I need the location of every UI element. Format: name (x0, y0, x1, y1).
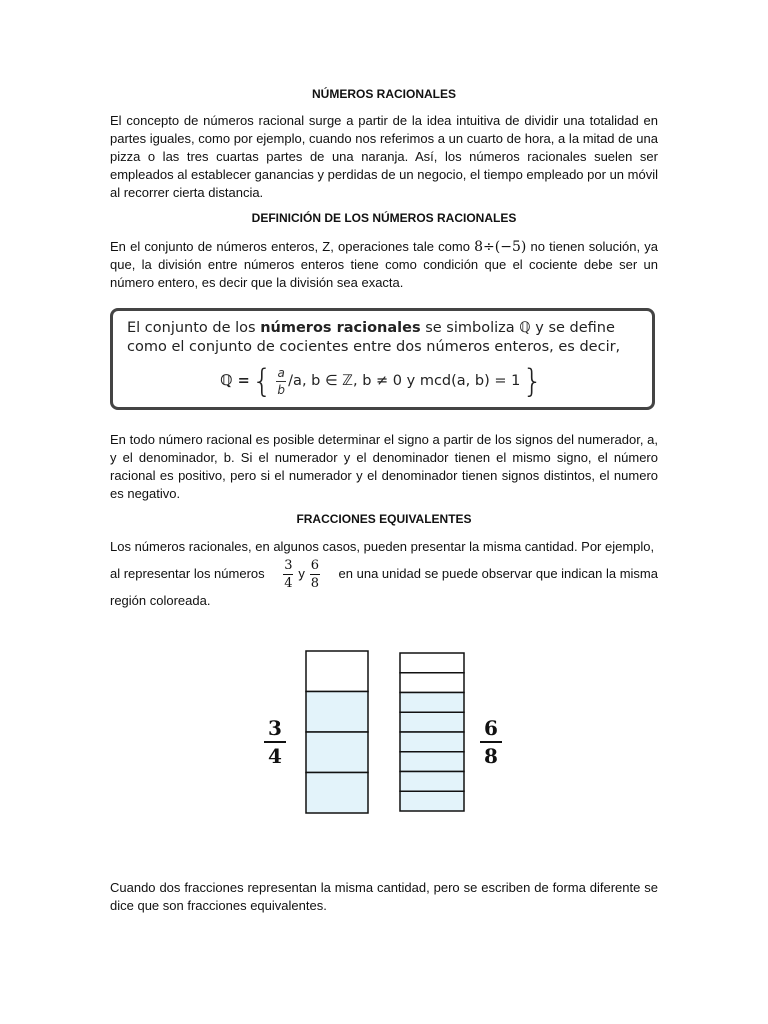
heading-definicion: DEFINICIÓN DE LOS NÚMEROS RACIONALES (251, 211, 517, 225)
fraction2-numerator: 6 (310, 557, 319, 573)
right-bar-segment-1-unshaded (400, 653, 464, 673)
right-bar-segment-2-unshaded (400, 673, 464, 693)
right-bar-segment-3-shaded (400, 693, 464, 713)
formula-brace-close: } (522, 362, 543, 400)
heading-numeros-racionales: NÚMEROS RACIONALES (311, 87, 456, 101)
fraction1-denominator: 4 (284, 575, 293, 591)
conclusion-paragraph: Cuando dos fracciones representan la misma cantidad, pero se escriben de forma diferente se dice que son fracciones equivalentes. (110, 880, 658, 913)
formula-brace-open: { (251, 362, 273, 400)
right-bar-segment-8-shaded (400, 791, 464, 811)
definition-text-before: En el conjunto de números enteros, Z, operaciones tale como (110, 239, 475, 254)
definition-text-after: no tienen solución, ya que, la división entre números enteros tiene como condición que el cociente debe ser un número entero, es decir que la división sea exacta. (110, 239, 658, 290)
rational-set-formula (127, 362, 638, 400)
definition-box (110, 308, 655, 410)
figure-fraction-right (480, 717, 502, 767)
formula-conditions: /a, b ∈ ℤ, b ≠ 0 y mcd(a, b) = 1 (288, 373, 521, 389)
conjunction-y: y (298, 566, 305, 581)
fraction1-numerator: 3 (284, 557, 293, 573)
left-bar-segment-3-shaded (306, 732, 368, 773)
fraction2-denominator: 8 (310, 575, 319, 591)
figure-left-denominator: 4 (268, 744, 282, 768)
equivalent-paragraph-line2 (110, 556, 658, 592)
sign-paragraph: En todo número racional es posible determinar el signo a partir de los signos del numerador, a, y el denominador, b. Si el numerador y el denominador tienen el mismo signo, el número racional es positivo, pero si el numerador y el denominador tienen signos distintos, el numero es negativo. (110, 432, 658, 501)
definition-paragraph (110, 238, 658, 292)
equivalent-fractions-figure (250, 645, 520, 825)
formula-lhs: ℚ = (220, 373, 250, 389)
division-expression: 8÷(−5) (474, 239, 527, 255)
definition-box-rest: se simboliza ℚ y se define como el conjunto de cocientes entre dos números enteros, es decir, (127, 320, 621, 355)
figure-left-numerator: 3 (268, 716, 282, 740)
left-bar-segment-4-shaded (306, 773, 368, 814)
definition-box-bold-term: números racionales (260, 320, 421, 336)
heading-fracciones-equivalentes: FRACCIONES EQUIVALENTES (296, 512, 472, 526)
right-bar-segment-7-shaded (400, 772, 464, 792)
definition-box-intro: El conjunto de los (127, 320, 261, 336)
equivalent-paragraph-line1: Los números racionales, en algunos casos, pueden presentar la misma cantidad. Por ejemplo, (110, 539, 655, 554)
figure-right-numerator: 6 (484, 716, 498, 740)
formula-fraction (276, 366, 286, 397)
figure-right-denominator: 8 (484, 744, 498, 768)
equivalent-paragraph-line3: región coloreada. (110, 593, 211, 608)
equivalent-text-pre: al representar los números (110, 566, 265, 581)
formula-numerator: a (277, 365, 285, 380)
right-bar-segment-6-shaded (400, 752, 464, 772)
definition-box-text (127, 319, 638, 357)
left-bar-segment-2-shaded (306, 692, 368, 733)
formula-denominator: b (277, 382, 285, 397)
right-bar-segment-5-shaded (400, 732, 464, 752)
fraction-three-quarters (283, 558, 293, 591)
left-bar-segment-1-unshaded (306, 651, 368, 692)
fraction-six-eighths (310, 558, 320, 591)
intro-paragraph: El concepto de números racional surge a partir de la idea intuitiva de dividir una totalidad en partes iguales, como por ejemplo, cuando nos referimos a un cuarto de hora, a la mitad de una pizza o las tres cuartas partes de una naranja. Así, los números racionales suelen ser empleados al establecer ganancias y perdidas de un negocio, el tiempo empleado por un móvil al recorrer cierta distancia. (110, 113, 658, 200)
right-bar-segment-4-shaded (400, 712, 464, 732)
equivalent-text-post: en una unidad se puede observar que indican la misma (338, 566, 658, 581)
